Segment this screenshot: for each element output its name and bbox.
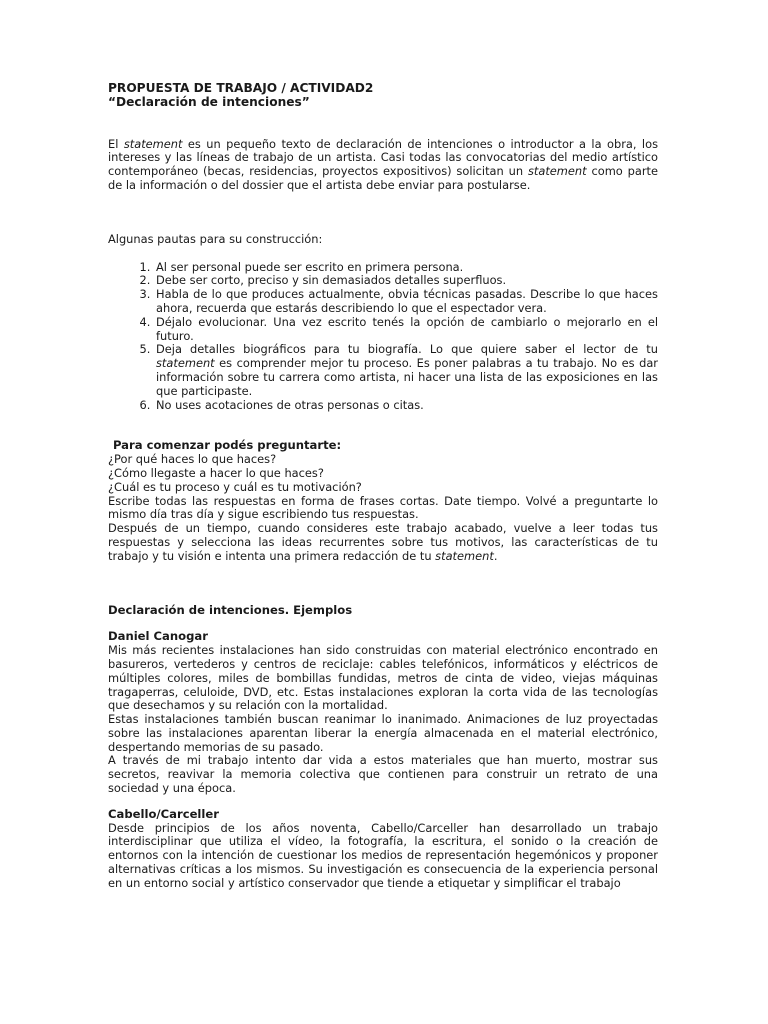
list-item: 3. Habla de lo que produces actualmente, obvia técnicas pasadas. Describe lo que haces ahora, recuerda que estarás describiendo lo que el espectador vera. (154, 288, 658, 316)
preguntas-text: Después de un tiempo, cuando consideres este trabajo acabado, vuelve a leer todas tus respuestas y selecciona las ideas recurrentes sobre tus motivos, las características de tu trabajo y tu visión e intenta una primera redacción de tu (108, 521, 658, 563)
intro-text-3: como parte de la información o del dossier que el artista debe enviar para postularse. (108, 164, 658, 192)
question-line: ¿Cómo llegaste a hacer lo que haces? (108, 465, 324, 480)
statement-term: statement (435, 548, 494, 563)
list-item (154, 343, 658, 398)
list-item: 2. Debe ser corto, preciso y sin demasiados detalles superfluos. (154, 274, 658, 288)
statement-term: statement (527, 164, 587, 179)
example-artist-name: Daniel Canogar (108, 629, 208, 644)
preguntas-text: . (493, 548, 498, 563)
list-item: 1. Al ser personal puede ser escrito en primera persona. (154, 261, 658, 275)
preguntas-paragraph: Escribe todas las respuestas en forma de frases cortas. Date tiempo. Volvé a preguntarte lo mismo día tras día y sigue escribiendo tus respuestas. (108, 493, 658, 522)
example-paragraph: Mis más recientes instalaciones han sido construidas con material electrónico encontrado en basureros, vertederos y centros de reciclaje: cables telefónicos, informáticos y eléctricos de múltiples colores, miles de bombillas fundidas, metros de cinta de video, viejas máquinas tragaperras, celuloide, DVD, etc. Estas instalaciones exploran la corta vida de las tecnologías que desechamos y su relación con la mortalidad. (108, 643, 658, 713)
question-line: ¿Cuál es tu proceso y cuál es tu motivación? (108, 479, 362, 494)
pautas-heading: Algunas pautas para su construcción: (108, 231, 323, 246)
intro-text-2: es un pequeño texto de declaración de intenciones o introductor a la obra, los intereses y las líneas de trabajo de un artista. Casi todas las convocatorias del medio artístico contemporáneo (becas, residencias, proyectos expositivos) solicitan un (108, 136, 658, 179)
ejemplos-heading: Declaración de intenciones. Ejemplos (108, 602, 353, 617)
list-item: 6. No uses acotaciones de otras personas o citas. (154, 399, 658, 413)
document-subtitle: “Declaración de intenciones” (108, 94, 310, 109)
intro-paragraph (108, 138, 658, 193)
question-line: ¿Por qué haces lo que haces? (108, 452, 277, 467)
example-artist-name: Cabello/Carceller (108, 806, 219, 821)
statement-term: statement (123, 136, 183, 151)
document-title: PROPUESTA DE TRABAJO / ACTIVIDAD2 (108, 81, 374, 95)
intro-text-1: El (108, 136, 119, 151)
example-paragraph: A través de mi trabajo intento dar vida a estos materiales que han muerto, mostrar sus secretos, reavivar la memoria colectiva que contienen para construir un retrato de una sociedad y una época. (108, 753, 658, 796)
list-item-text: es comprender mejor tu proceso. Es poner palabras a tu trabajo. No es dar información sobre tu carrera como artista, ni hacer una lista de las exposiciones en las que participaste. (156, 356, 658, 398)
statement-term: statement (156, 356, 215, 371)
example-paragraph: Estas instalaciones también buscan reanimar lo inanimado. Animaciones de luz proyectadas sobre las instalaciones aparentan liberar la energía almacenada en el material electrónico, despertando memorias de su pasado. (108, 712, 658, 754)
preguntas-heading: Para comenzar podés preguntarte: (113, 438, 342, 453)
example-paragraph: Desde principios de los años noventa, Cabello/Carceller han desarrollado un trabajo interdisciplinar que utiliza el vídeo, la fotografía, la escritura, el sonido o la creación de entornos con la intención de cuestionar los medios de representación hegemónicos y proponer alternativas críticas a los mismos. Su investigación es consecuencia de la experiencia personal en un entorno social y artístico conservador que tiende a etiquetar y simplificar el trabajo (108, 820, 658, 890)
document-page (108, 82, 658, 891)
preguntas-paragraph (108, 522, 658, 563)
list-item-text: Deja detalles biográficos para tu biografía. Lo que quiere saber el lector de tu (156, 342, 658, 357)
pautas-list (108, 261, 658, 413)
list-item: 4. Déjalo evolucionar. Una vez escrito tenés la opción de cambiarlo o mejorarlo en el futuro. (154, 316, 658, 344)
